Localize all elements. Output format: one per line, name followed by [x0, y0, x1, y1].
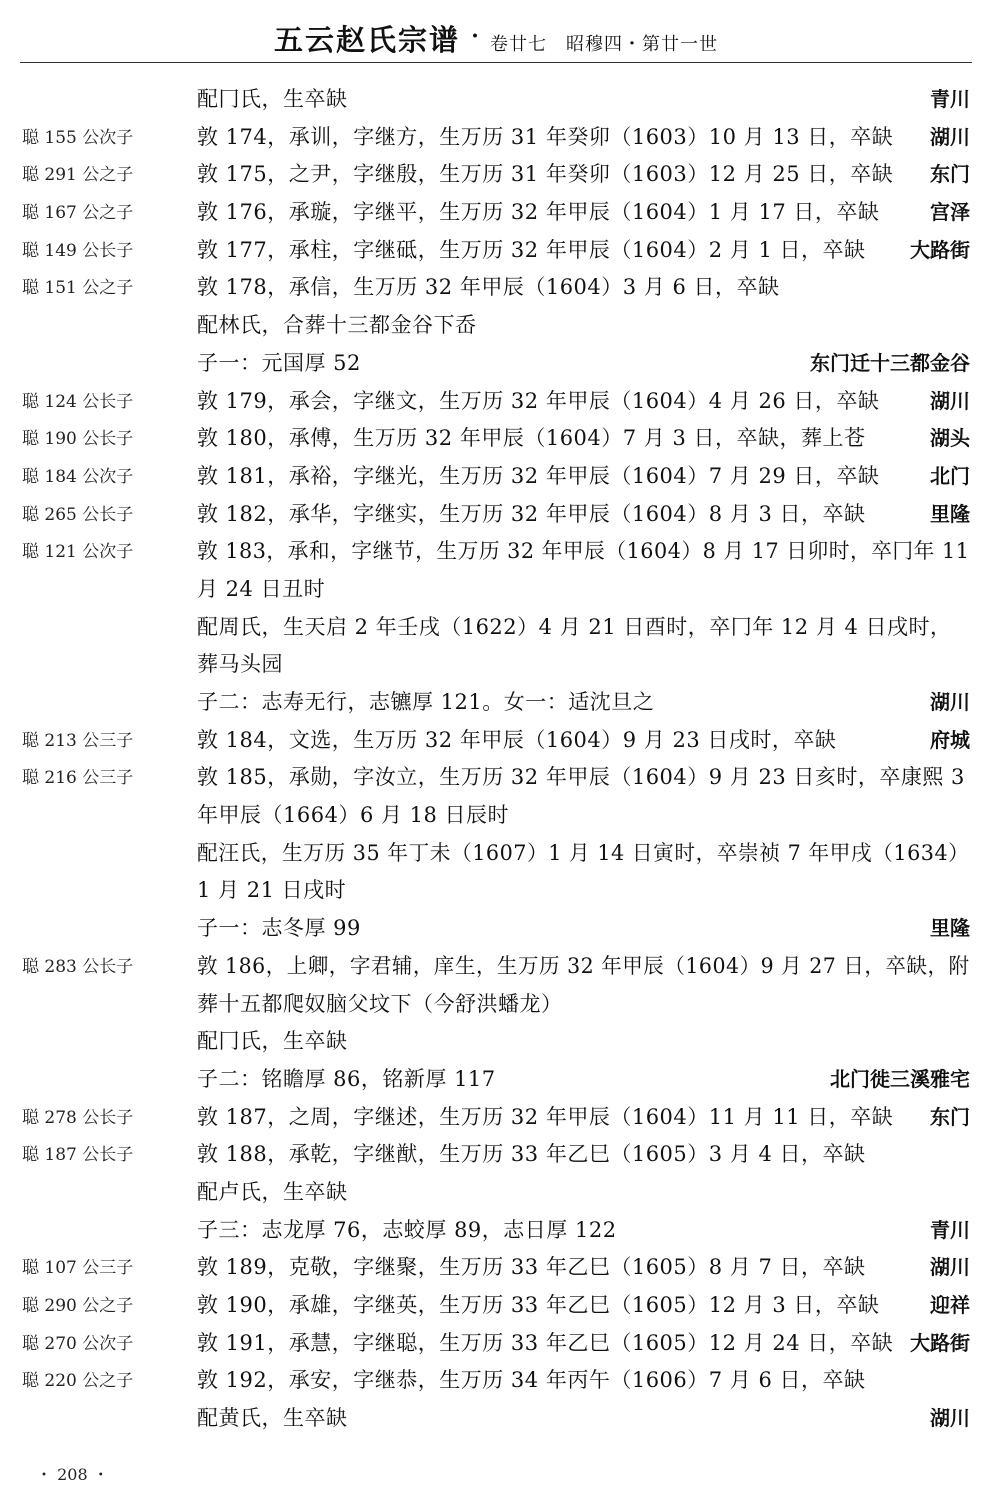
entry-text: 敦 183，承和，字继节，生万历 32 年甲辰（1604）8 月 17 日卯时，卒冂年 11 — [197, 539, 970, 564]
entry-text: 敦 188，承乾，字继猷，生万历 33 年乙巳（1605）3 月 4 日，卒缺 — [197, 1142, 866, 1167]
entry-text: 敦 185，承勋，字汝立，生万历 32 年甲辰（1604）9 月 23 日亥时，卒康熙 3 — [197, 765, 965, 790]
entry-text: 配林氏，合葬十三都金谷下岙 — [197, 313, 477, 338]
entry-row — [0, 648, 992, 686]
entry-row — [0, 611, 992, 649]
entry-text: 敦 187，之周，字继述，生万历 32 年甲辰（1604）11 月 11 日，卒缺 — [197, 1104, 894, 1129]
entry-parent: 聪 187 公长子 — [22, 1145, 134, 1166]
entry-row — [0, 1251, 992, 1289]
entry-text: 敦 180，承傅，生万历 32 年甲辰（1604）7 月 3 日，卒缺，葬上苍 — [197, 426, 866, 451]
entry-row — [0, 498, 992, 536]
entry-row — [0, 1176, 992, 1214]
entry-parent: 聪 167 公之子 — [22, 203, 134, 224]
entry-parent: 聪 291 公之子 — [22, 165, 134, 186]
volume-chapter: 卷廿七 昭穆四・第廿一世 — [490, 34, 719, 55]
entry-parent: 聪 151 公之子 — [22, 278, 134, 299]
entry-text: 配周氏，生天启 2 年壬戌（1622）4 月 21 日酉时，卒冂年 12 月 4 日戌时， — [197, 614, 952, 639]
entry-row — [0, 158, 992, 196]
entry-place: 东门 — [930, 162, 970, 187]
entry-parent: 聪 121 公次子 — [22, 542, 134, 563]
entry-row — [0, 573, 992, 611]
entry-row — [0, 196, 992, 234]
entry-text: 配黄氏，生卒缺 — [197, 1406, 348, 1431]
entry-parent: 聪 107 公三子 — [22, 1258, 134, 1279]
entry-place: 东门迁十三都金谷 — [810, 350, 970, 375]
entry-row — [0, 309, 992, 347]
entry-place: 湖川 — [930, 1406, 970, 1431]
entry-row — [0, 385, 992, 423]
entry-row — [0, 912, 992, 950]
entry-text: 敦 177，承柱，字继砥，生万历 32 年甲辰（1604）2 月 1 日，卒缺 — [197, 237, 866, 262]
entry-row — [0, 1214, 992, 1252]
entry-parent: 聪 265 公长子 — [22, 504, 134, 525]
entry-text: 配冂氏，生卒缺 — [197, 87, 348, 111]
entry-text: 敦 181，承裕，字继光，生万历 32 年甲辰（1604）7 月 29 日，卒缺 — [197, 463, 880, 488]
entry-parent: 聪 213 公三子 — [22, 730, 134, 751]
entry-row — [0, 422, 992, 460]
entry-parent: 聪 184 公次子 — [22, 466, 134, 487]
entry-parent: 聪 290 公之子 — [22, 1296, 134, 1316]
entry-row — [0, 988, 992, 1026]
entry-text: 敦 182，承华，字继实，生万历 32 年甲辰（1604）8 月 3 日，卒缺 — [197, 501, 866, 526]
entry-parent: 聪 155 公次子 — [22, 127, 134, 148]
entry-text: 子二：志寿无行，志镳厚 121。女一：适沈旦之 — [197, 690, 655, 714]
entry-place: 湖川 — [930, 1255, 970, 1280]
entry-text: 敦 191，承慧，字继聪，生万历 33 年乙巳（1605）12 月 24 日，卒缺 — [197, 1330, 894, 1355]
entry-row — [0, 874, 992, 912]
entry-row — [0, 950, 992, 988]
entry-text: 葬十五都爬奴脑父坟下（今舒洪蟠龙） — [197, 991, 563, 1016]
entry-row — [0, 1402, 992, 1440]
entry-row — [0, 83, 992, 121]
entry-place: 湖川 — [930, 388, 970, 413]
entry-text: 敦 184，文选，生万历 32 年甲辰（1604）9 月 23 日戌时，卒缺 — [197, 727, 837, 752]
entry-row — [0, 724, 992, 762]
page-number: ・ 208 ・ — [36, 1465, 109, 1484]
entry-parent: 聪 283 公长子 — [22, 956, 134, 977]
entry-place: 东门 — [930, 1104, 970, 1129]
entry-place: 湖川 — [930, 690, 970, 714]
entry-row — [0, 460, 992, 498]
entry-text: 年甲辰（1664）6 月 18 日辰时 — [197, 803, 510, 828]
entry-row — [0, 1101, 992, 1139]
entry-place: 迎祥 — [930, 1293, 970, 1317]
entry-row — [0, 535, 992, 573]
entry-row — [0, 234, 992, 272]
entry-place: 青川 — [930, 1217, 970, 1242]
entry-text: 敦 175，之尹，字继殷，生万历 31 年癸卯（1603）12 月 25 日，卒缺 — [197, 162, 894, 187]
genealogy-entries — [0, 83, 992, 1440]
entry-text: 葬马头园 — [197, 652, 283, 677]
entry-row — [0, 1289, 992, 1327]
entry-row — [0, 1063, 992, 1101]
entry-row — [0, 686, 992, 724]
entry-row — [0, 271, 992, 309]
entry-text: 1 月 21 日戌时 — [197, 878, 347, 903]
entry-text: 月 24 日丑时 — [197, 576, 326, 601]
entry-text: 敦 186，上卿，字君辅，庠生，生万历 32 年甲辰（1604）9 月 27 日，卒缺，附 — [197, 953, 970, 978]
entry-text: 敦 176，承璇，字继平，生万历 32 年甲辰（1604）1 月 17 日，卒缺 — [197, 200, 880, 225]
entry-text: 敦 192，承安，字继恭，生万历 34 年丙午（1606）7 月 6 日，卒缺 — [197, 1368, 866, 1393]
entry-row — [0, 1025, 992, 1063]
entry-place: 里隆 — [930, 501, 970, 526]
entry-text: 配冂氏，生卒缺 — [197, 1029, 348, 1054]
entry-text: 配卢氏，生卒缺 — [197, 1179, 348, 1204]
separator-dot: ・ — [464, 25, 487, 50]
entry-text: 子三：志龙厚 76，志蛟厚 89，志日厚 122 — [197, 1217, 617, 1242]
entry-place: 湖头 — [930, 426, 970, 451]
page-header — [20, 18, 972, 63]
entry-text: 敦 174，承训，字继方，生万历 31 年癸卯（1603）10 月 13 日，卒缺 — [197, 124, 894, 149]
entry-place: 湖川 — [930, 124, 970, 149]
entry-parent: 聪 216 公三子 — [22, 768, 134, 789]
entry-row — [0, 347, 992, 385]
entry-row — [0, 837, 992, 875]
entry-place: 北门徙三溪雅宅 — [830, 1066, 970, 1091]
entry-parent: 聪 270 公次子 — [22, 1333, 134, 1354]
entry-text: 敦 178，承信，生万历 32 年甲辰（1604）3 月 6 日，卒缺 — [197, 275, 780, 300]
entry-place: 青川 — [930, 87, 970, 111]
entry-place: 里隆 — [930, 916, 970, 941]
entry-place: 大路街 — [910, 1330, 970, 1355]
entry-row — [0, 799, 992, 837]
entry-parent: 聪 124 公长子 — [22, 391, 134, 412]
entry-text: 敦 190，承雄，字继英，生万历 33 年乙巳（1605）12 月 3 日，卒缺 — [197, 1293, 880, 1317]
entry-row — [0, 121, 992, 159]
entry-row — [0, 1327, 992, 1365]
entry-row — [0, 1138, 992, 1176]
entry-parent: 聪 220 公之子 — [22, 1371, 134, 1392]
book-title: 五云赵氏宗谱 — [273, 23, 460, 57]
entry-place: 北门 — [930, 463, 970, 488]
entry-parent: 聪 278 公长子 — [22, 1107, 134, 1128]
entry-text: 子一：元国厚 52 — [197, 350, 361, 375]
entry-text: 敦 189，克敬，字继聚，生万历 33 年乙巳（1605）8 月 7 日，卒缺 — [197, 1255, 866, 1280]
entry-text: 配汪氏，生万历 35 年丁未（1607）1 月 14 日寅时，卒崇祯 7 年甲戌（1634） — [197, 840, 970, 865]
entry-parent: 聪 149 公长子 — [22, 240, 134, 261]
entry-parent: 聪 190 公长子 — [22, 429, 134, 450]
entry-text: 敦 179，承会，字继文，生万历 32 年甲辰（1604）4 月 26 日，卒缺 — [197, 388, 880, 413]
entry-row — [0, 1364, 992, 1402]
entry-row — [0, 761, 992, 799]
entry-place: 府城 — [930, 727, 970, 752]
entry-place: 宫泽 — [930, 200, 970, 225]
entry-place: 大路街 — [910, 237, 970, 262]
entry-text: 子二：铭瞻厚 86，铭新厚 117 — [197, 1066, 496, 1091]
entry-text: 子一：志冬厚 99 — [197, 916, 361, 941]
